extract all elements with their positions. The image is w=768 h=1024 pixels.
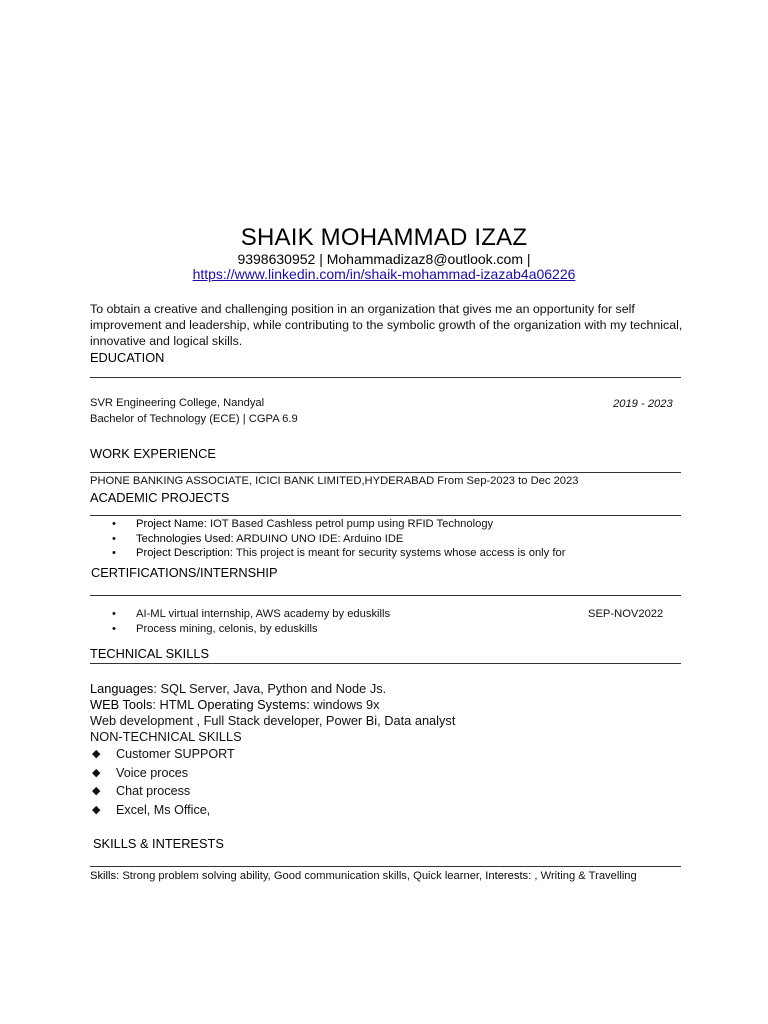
linkedin-link[interactable]: https://www.linkedin.com/in/shaik-mohammad-izazab4a06226 <box>192 266 576 282</box>
technical-heading: TECHNICAL SKILLS <box>90 646 210 661</box>
work-divider <box>90 472 681 473</box>
project-name-label: Project Name <box>136 518 204 530</box>
non-technical-item: Chat process <box>116 784 191 798</box>
certification-item: AI-ML virtual internship, AWS academy by eduskills <box>136 608 391 620</box>
degree-line: Bachelor of Technology (ECE) | CGPA 6.9 <box>90 413 298 425</box>
bullet-icon: • <box>112 622 116 635</box>
web-tools-line <box>90 697 379 712</box>
certifications-heading: CERTIFICATIONS/INTERNSHIP <box>91 565 278 580</box>
project-description-label: Project Description <box>136 547 230 559</box>
os-label: Operating Systems <box>197 697 307 712</box>
college-name: SVR Engineering College, Nandyal <box>90 397 265 409</box>
education-years: 2019 - 2023 <box>613 398 673 410</box>
certification-date: SEP-NOV2022 <box>588 608 664 620</box>
projects-divider <box>90 515 681 516</box>
non-technical-item: Customer SUPPORT <box>116 747 235 761</box>
web-tools-value: : HTML <box>152 697 198 712</box>
skills-interests-divider <box>90 866 681 867</box>
project-description-value: : This project is meant for security systems whose access is only for <box>229 547 566 559</box>
certification-item: Process mining, celonis, by eduskills <box>136 622 318 635</box>
projects-heading: ACADEMIC PROJECTS <box>90 490 230 505</box>
skills-value: : Strong problem solving ability, Good communication skills, Quick learner, <box>116 870 486 882</box>
os-value: : windows 9x <box>306 697 380 712</box>
diamond-bullet-icon: ◆ <box>92 766 101 779</box>
skills-interests-line <box>90 870 637 882</box>
bullet-icon: • <box>112 532 116 545</box>
languages-line <box>90 681 386 696</box>
diamond-bullet-icon: ◆ <box>92 803 101 816</box>
interests-label: Interests <box>485 870 529 882</box>
diamond-bullet-icon: ◆ <box>92 785 101 797</box>
languages-label: Languages <box>90 681 154 696</box>
languages-value: : SQL Server, Java, Python and Node Js. <box>153 681 387 696</box>
candidate-name: SHAIK MOHAMMAD IZAZ <box>240 224 528 251</box>
other-skills-line: Web development , Full Stack developer, Power Bi, Data analyst <box>90 713 456 728</box>
contact-line: 9398630952 | Mohammadizaz8@outlook.com | <box>237 251 531 267</box>
diamond-bullet-icon: ◆ <box>92 748 101 760</box>
bullet-icon: • <box>112 608 116 620</box>
education-divider <box>90 377 681 378</box>
interests-value: : , Writing & Travelling <box>528 870 637 882</box>
project-name-value: : IOT Based Cashless petrol pump using RFID Technology <box>203 518 494 530</box>
skills-label: Skills <box>90 870 117 882</box>
technologies-label: Technologies Used <box>136 532 231 545</box>
education-heading: EDUCATION <box>90 350 165 365</box>
work-heading: WORK EXPERIENCE <box>90 446 216 461</box>
non-technical-heading: NON-TECHNICAL SKILLS <box>90 729 242 744</box>
skills-interests-heading: SKILLS & INTERESTS <box>93 836 224 851</box>
non-technical-item: Excel, Ms Office, <box>116 802 211 817</box>
bullet-icon: • <box>112 547 116 559</box>
certifications-divider <box>90 595 681 596</box>
technologies-value: : ARDUINO UNO IDE: Arduino IDE <box>230 532 404 545</box>
objective-text: To obtain a creative and challenging position in an organization that gives me an opportunity for self improvement and leadership, while contributing to the symbolic growth of the organization with my technical, innovative and logical skills. <box>90 302 683 348</box>
non-technical-item: Voice proces <box>116 765 189 780</box>
web-tools-label: WEB Tools <box>90 697 153 712</box>
bullet-icon: • <box>112 518 116 530</box>
technical-divider <box>90 663 681 664</box>
work-entry: PHONE BANKING ASSOCIATE, ICICI BANK LIMITED,HYDERABAD From Sep-2023 to Dec 2023 <box>90 475 579 487</box>
